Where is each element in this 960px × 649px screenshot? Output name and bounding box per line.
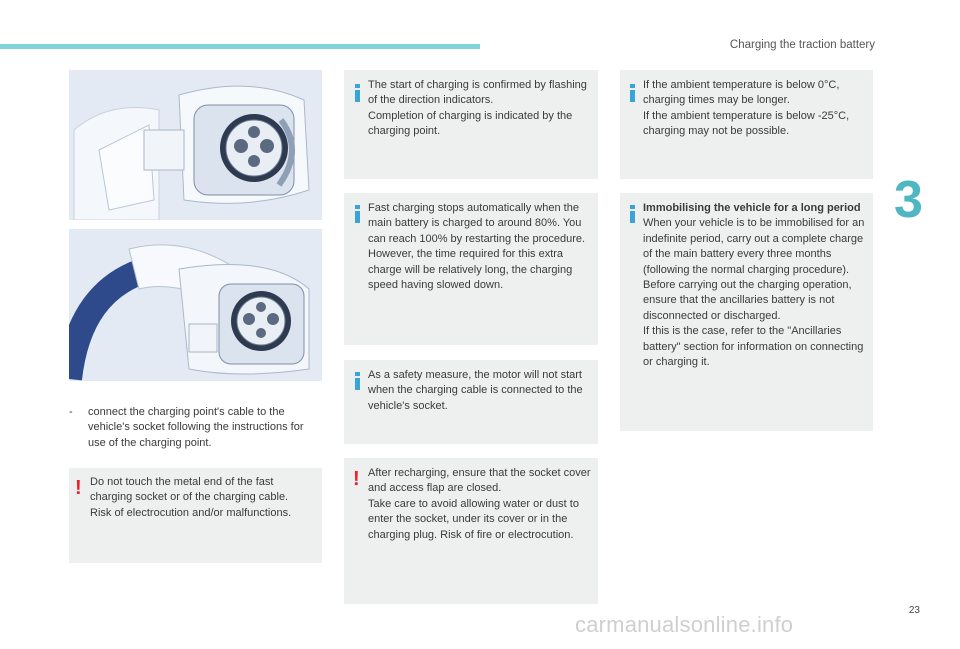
chapter-number: 3 [894,171,923,229]
info-box-title: Immobilising the vehicle for a long period [643,202,861,214]
info-icon [352,372,366,390]
instruction-step [69,405,309,451]
info-text: If this is the case, refer to the "Ancillaries battery" section for information on connecting or charging it. [643,325,864,369]
info-box-safety-motor [344,360,598,444]
warning-text: Take care to avoid allowing water or dust to enter the socket, under its cover or in the charging plug. Risk of fire or electrocution. [368,497,579,541]
info-box-fast-charging [344,193,598,345]
info-box-immobilising-vehicle [620,193,873,431]
info-text: Before carrying out the charging operation, ensure that the ancillaries battery is not disconnected or discharged. [643,279,852,322]
info-text: Fast charging stops automatically when the main battery is charged to around 80%. You can reach 100% by restarting the procedure. However, the time required for this extra charge will be relatively long, the charging speed having slowed down. [368,202,586,292]
info-text: The start of charging is confirmed by flashing of the direction indicators. [368,79,587,107]
warning-text: Risk of electrocution and/or malfunctions. [90,506,292,519]
info-text: As a safety measure, the motor will not start when the charging cable is connected to the vehicle's socket. [368,369,583,412]
info-box-charging-start [344,70,598,179]
header-accent-bar [0,44,480,49]
section-title: Charging the traction battery [729,39,875,51]
instruction-text: connect the charging point's cable to the vehicle's socket following the instructions for use of the charging point. [88,406,304,449]
info-box-ambient-temperature [620,70,873,179]
info-icon [627,84,641,102]
info-text: When your vehicle is to be immobilised for an indefinite period, carry out a complete charge of the main battery every three months (following the normal charging procedure). [643,217,865,276]
info-text: If the ambient temperature is below -25°C, charging may not be possible. [643,109,850,138]
info-icon [627,205,641,223]
page-number: 23 [908,605,920,616]
warning-icon: ! [75,477,82,499]
charging-socket-illustration [69,70,322,220]
warning-icon: ! [353,468,360,490]
warning-box-after-recharging [344,458,598,604]
charging-plug-illustration [69,229,322,381]
warning-text: Do not touch the metal end of the fast charging socket or of the charging cable. [90,476,289,504]
info-icon [352,84,366,102]
warning-box-electrocution [69,468,322,563]
info-text: Completion of charging is indicated by the charging point. [368,109,573,138]
info-icon [352,205,366,223]
watermark-text: carmanualsonline.info [575,612,794,637]
info-text: If the ambient temperature is below 0°C, charging times may be longer. [643,79,840,107]
bullet-dash: - [69,406,73,418]
warning-text: After recharging, ensure that the socket cover and access flap are closed. [368,467,591,495]
